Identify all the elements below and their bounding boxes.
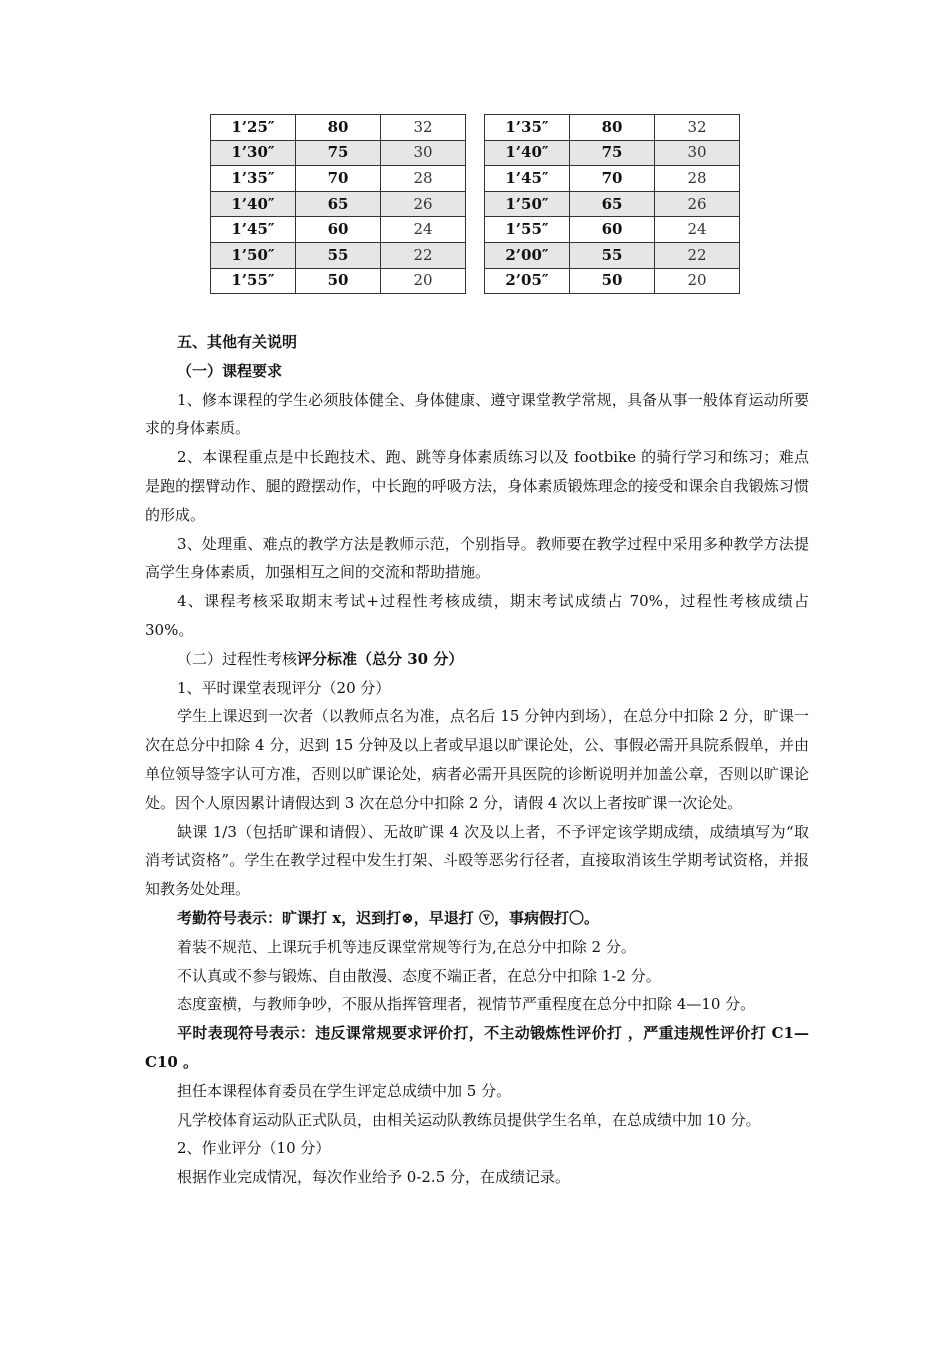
paragraph: 态度蛮横，与教师争吵，不服从指挥管理者，视情节严重程度在总分中扣除 4—10 分。	[177, 995, 756, 1014]
section-heading: 五、其他有关说明	[177, 333, 298, 351]
list-item: 1、平时课堂表现评分（20 分）	[177, 678, 391, 697]
table-cell: 65	[296, 191, 381, 217]
paragraph: 4、课程考核采取期末考试+过程性考核成绩，期末考试成绩占 70%，过程性考核成绩占 30%。	[145, 592, 809, 639]
subsection-heading-requirements: （一）课程要求	[177, 361, 283, 380]
table-row	[485, 217, 740, 243]
table-cell: 32	[655, 115, 740, 141]
table-cell: 1’40″	[211, 191, 296, 217]
table-cell: 65	[570, 191, 655, 217]
score-table-left	[210, 114, 466, 294]
table-cell: 60	[570, 217, 655, 243]
table-cell: 1’50″	[211, 242, 296, 268]
subsection-heading-part-a: （二）过程性考核	[177, 649, 298, 668]
table-cell: 1’55″	[485, 217, 570, 243]
table-cell: 80	[296, 115, 381, 141]
table-cell: 22	[381, 242, 466, 268]
table-cell: 60	[296, 217, 381, 243]
table-row	[211, 242, 466, 268]
attendance-symbols-note: 考勤符号表示：旷课打 x，迟到打⊗，早退打 ⓥ，事病假打〇。	[177, 908, 599, 927]
table-cell: 32	[381, 115, 466, 141]
table-cell: 1’30″	[211, 140, 296, 166]
table-cell: 30	[655, 140, 740, 166]
paragraph: 凡学校体育运动队正式队员，由相关运动队教练员提供学生名单，在总成绩中加 10 分。	[177, 1110, 761, 1129]
table-row	[211, 166, 466, 192]
table-cell: 50	[570, 268, 655, 294]
list-item: 2、作业评分（10 分）	[177, 1139, 331, 1158]
table-cell: 2’00″	[485, 242, 570, 268]
paragraph: 不认真或不参与锻炼、自由散漫、态度不端正者，在总分中扣除 1-2 分。	[177, 966, 661, 985]
table-cell: 70	[570, 166, 655, 192]
table-cell: 26	[381, 191, 466, 217]
table-row	[211, 217, 466, 243]
table-cell: 55	[296, 242, 381, 268]
table-cell: 2’05″	[485, 268, 570, 294]
table-cell: 1’35″	[485, 115, 570, 141]
table-cell: 20	[381, 268, 466, 294]
table-cell: 55	[570, 242, 655, 268]
paragraph: 缺课 1/3（包括旷课和请假）、无故旷课 4 次及以上者，不予评定该学期成绩，成绩填写为“取消考试资格”。学生在教学过程中发生打架、斗殴等恶劣行径者，直接取消该生学期考试资格，并报知教务处处理。	[145, 822, 809, 899]
subsection-heading-process-assessment	[145, 645, 809, 674]
table-cell: 75	[296, 140, 381, 166]
table-cell: 70	[296, 166, 381, 192]
table-cell: 22	[655, 242, 740, 268]
table-cell: 1’45″	[485, 166, 570, 192]
table-cell: 1’55″	[211, 268, 296, 294]
paragraph: 3、处理重、难点的教学方法是教师示范，个别指导。教师要在教学过程中采用多种教学方法提高学生身体素质，加强相互之间的交流和帮助措施。	[145, 534, 809, 582]
table-cell: 1’45″	[211, 217, 296, 243]
table-row	[485, 242, 740, 268]
table-cell: 24	[655, 217, 740, 243]
table-cell: 26	[655, 191, 740, 217]
table-cell: 75	[570, 140, 655, 166]
paragraph: 担任本课程体育委员在学生评定总成绩中加 5 分。	[177, 1081, 512, 1100]
table-row	[485, 140, 740, 166]
paragraph: 根据作业完成情况，每次作业给予 0-2.5 分，在成绩记录。	[177, 1168, 571, 1187]
table-row	[211, 140, 466, 166]
table-row	[485, 191, 740, 217]
subsection-heading-part-b: 评分标准（总分 30 分）	[297, 649, 464, 668]
table-cell: 28	[381, 166, 466, 192]
table-row	[485, 166, 740, 192]
table-row	[211, 191, 466, 217]
table-cell: 20	[655, 268, 740, 294]
table-cell: 24	[381, 217, 466, 243]
paragraph: 学生上课迟到一次者（以教师点名为准，点名后 15 分钟内到场），在总分中扣除 2 分，旷课一次在总分中扣除 4 分，迟到 15 分钟及以上者或早退以旷课论处，公、事假必需开具院系假单，并由单位领导签字认可方准，否则以旷课论处，病者必需开具医院的诊断说明并加盖公章，否则以旷课论处。因个人原因累计请假达到 3 次在总分中扣除 2 分，请假 4 次以上者按旷课一次论处。	[145, 707, 809, 812]
paragraph: 着装不规范、上课玩手机等违反课堂常规等行为,在总分中扣除 2 分。	[177, 937, 636, 956]
score-table-right	[484, 114, 740, 294]
performance-symbols-note: 平时表现符号表示：违反课常规要求评价打，不主动锻炼性评价打 ，严重违规性评价打 C1—C10 。	[145, 1024, 809, 1071]
table-row	[211, 115, 466, 141]
table-cell: 28	[655, 166, 740, 192]
table-cell: 30	[381, 140, 466, 166]
table-row	[211, 268, 466, 294]
table-row	[485, 268, 740, 294]
table-cell: 80	[570, 115, 655, 141]
paragraph: 1、修本课程的学生必须肢体健全、身体健康、遵守课堂教学常规，具备从事一般体育运动所要求的身体素质。	[145, 390, 809, 438]
table-row	[485, 115, 740, 141]
table-cell: 1’40″	[485, 140, 570, 166]
section-other-notes	[145, 328, 809, 1192]
table-cell: 1’25″	[211, 115, 296, 141]
paragraph: 2、本课程重点是中长跑技术、跑、跳等身体素质练习以及 footbike 的骑行学习和练习；难点是跑的摆臂动作、腿的蹬摆动作，中长跑的呼吸方法，身体素质锻炼理念的接受和课余自我锻炼习惯的形成。	[145, 448, 809, 524]
table-cell: 1’35″	[211, 166, 296, 192]
table-cell: 1’50″	[485, 191, 570, 217]
table-cell: 50	[296, 268, 381, 294]
